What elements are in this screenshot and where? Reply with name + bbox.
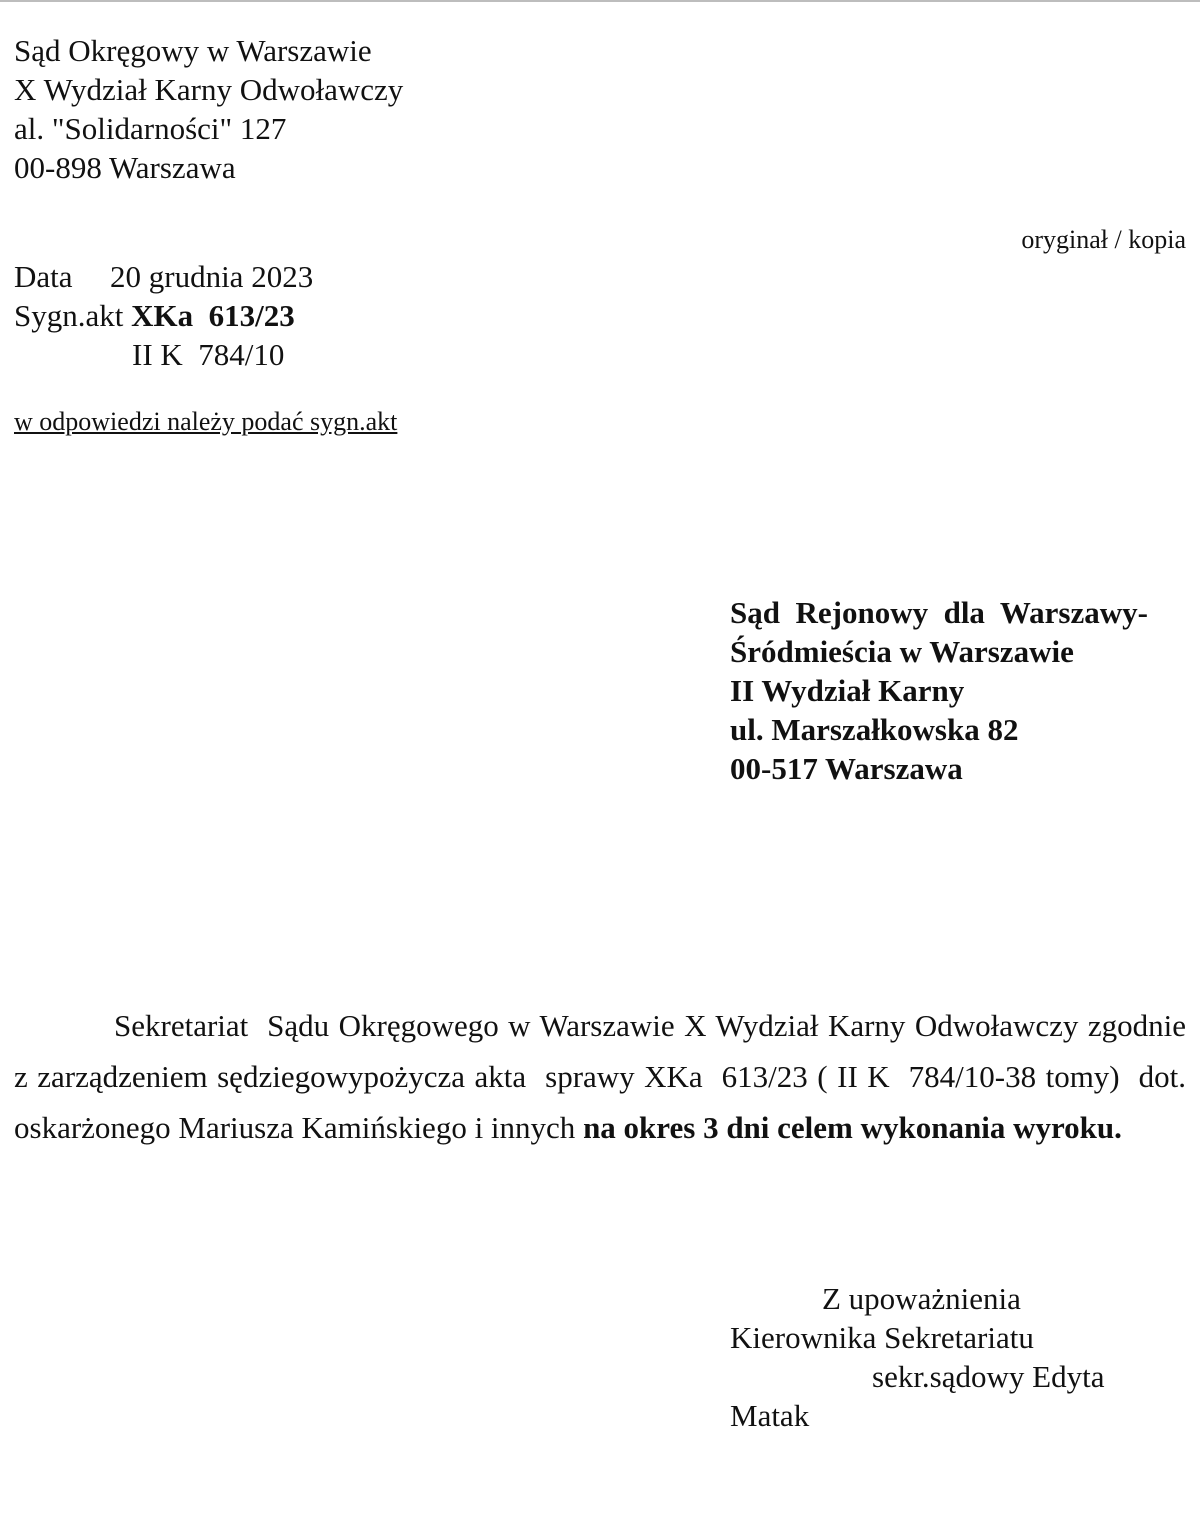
body-paragraph xyxy=(14,1000,1194,1153)
signature-office: Kierownika Sekretariatu xyxy=(730,1320,1034,1355)
recipient-street: ul. Marszałkowska 82 xyxy=(730,712,1019,747)
signature-authorization: Z upoważnienia xyxy=(822,1281,1021,1316)
reply-note: w odpowiedzi należy podać sygn.akt xyxy=(14,407,398,436)
recipient-court-name: Sąd Rejonowy dla Warszawy- xyxy=(730,595,1148,630)
top-border xyxy=(0,0,1200,2)
body-text-emphasis: na okres 3 dni celem wykonania wyroku. xyxy=(583,1110,1122,1145)
original-copy-marker: oryginał / kopia xyxy=(1021,225,1186,254)
body-text: Sekretariat Sądu Okręgowego w Warszawie X Wydział Karny Odwoławczy zgodnie z zarządzeniem sędziegowypożycza akta sprawy XKa 613/23 ( II K 784/10-38 tomy) dot. oskarżonego Mariusza Kamińskiego i innych xyxy=(14,1008,1194,1145)
case-reference-secondary: II K 784/10 xyxy=(132,337,285,372)
sender-department: X Wydział Karny Odwoławczy xyxy=(14,72,404,107)
sender-court-name: Sąd Okręgowy w Warszawie xyxy=(14,33,372,68)
case-reference xyxy=(14,300,295,331)
date-label: Data xyxy=(14,259,73,294)
signature-position-name: sekr.sądowy Edyta xyxy=(872,1359,1105,1394)
recipient-postal-city: 00-517 Warszawa xyxy=(730,751,963,786)
signature-surname: Matak xyxy=(730,1398,810,1433)
case-reference-primary: XKa 613/23 xyxy=(131,298,295,333)
case-reference-label: Sygn.akt xyxy=(14,298,124,333)
sender-postal-city: 00-898 Warszawa xyxy=(14,150,236,185)
recipient-court-name-cont: Śródmieścia w Warszawie xyxy=(730,634,1074,669)
recipient-department: II Wydział Karny xyxy=(730,673,965,708)
date-value: 20 grudnia 2023 xyxy=(110,259,314,294)
sender-street: al. "Solidarności" 127 xyxy=(14,111,287,146)
